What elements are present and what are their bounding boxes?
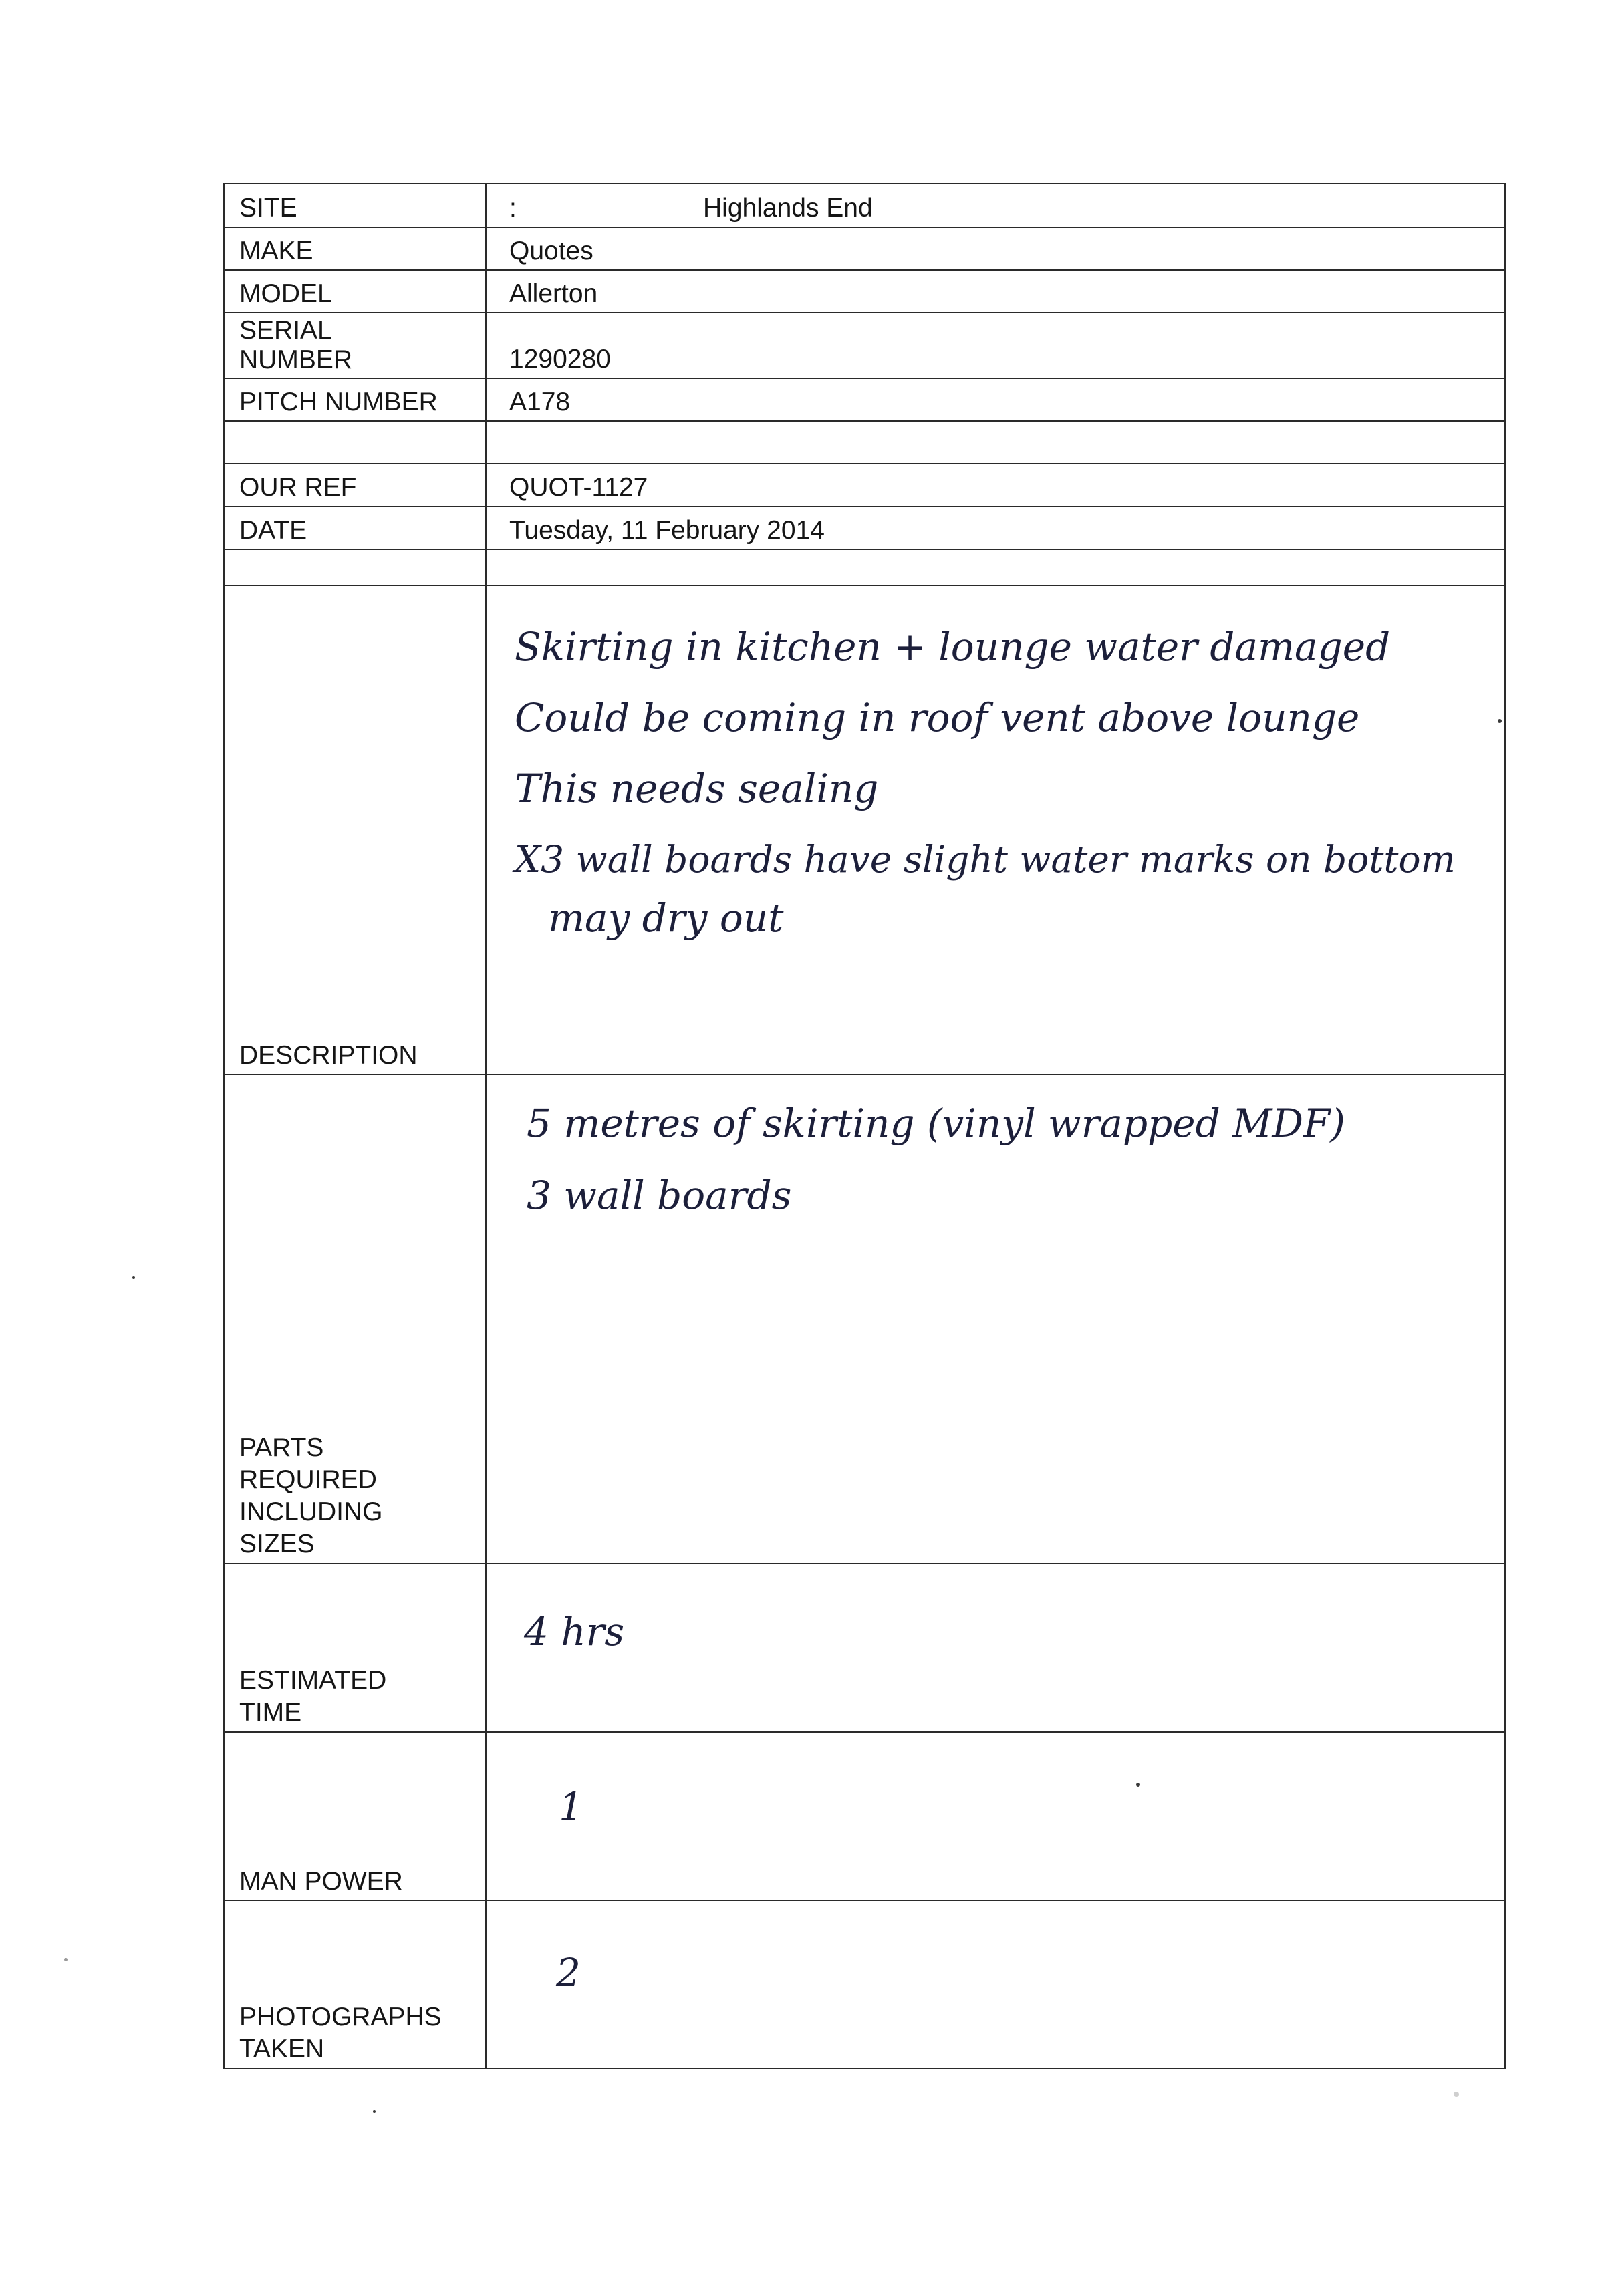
parts-handwriting <box>527 1087 1345 1232</box>
handwritten-line: 5 metres of skirting (vinyl wrapped MDF) <box>527 1101 1345 1146</box>
row-date <box>224 507 1505 549</box>
ink-speck <box>373 2110 376 2113</box>
man-power-value: 1 <box>559 1784 583 1830</box>
ink-speck <box>1498 719 1502 723</box>
site-label: SITE <box>224 184 486 227</box>
ink-speck <box>1454 2092 1459 2097</box>
row-blank-2 <box>224 549 1505 585</box>
row-ref <box>224 464 1505 507</box>
model-label: MODEL <box>224 270 486 313</box>
handwritten-line: This needs sealing <box>515 766 879 811</box>
parts-label: PARTS REQUIRED INCLUDING SIZES <box>224 1074 486 1564</box>
row-pitch <box>224 378 1505 421</box>
description-handwriting <box>515 611 1456 942</box>
manpower-label: MAN POWER <box>224 1732 486 1900</box>
ink-speck <box>64 1958 68 1961</box>
row-description <box>224 585 1505 1074</box>
ink-speck <box>132 1276 135 1279</box>
model-value: Allerton <box>486 270 1505 313</box>
description-value <box>486 585 1505 1074</box>
ref-label: OUR REF <box>224 464 486 507</box>
photos-label: PHOTOGRAPHS TAKEN <box>224 1900 486 2069</box>
quote-form-table <box>223 183 1506 2069</box>
row-site <box>224 184 1505 227</box>
time-label: ESTIMATED TIME <box>224 1564 486 1732</box>
photographs-value: 2 <box>556 1950 581 1995</box>
date-value: Tuesday, 11 February 2014 <box>486 507 1505 549</box>
pitch-label: PITCH NUMBER <box>224 378 486 421</box>
handwritten-line: X3 wall boards have slight water marks on bottom <box>515 838 1456 881</box>
row-parts <box>224 1074 1505 1564</box>
make-label: MAKE <box>224 227 486 270</box>
estimated-time-value: 4 hrs <box>524 1609 625 1655</box>
date-label: DATE <box>224 507 486 549</box>
row-serial <box>224 313 1505 378</box>
handwritten-line: Could be coming in roof vent above lounge <box>515 695 1360 740</box>
ref-value: QUOT-1127 <box>486 464 1505 507</box>
parts-value <box>486 1074 1505 1564</box>
site-value: Highlands End <box>703 194 873 223</box>
site-colon: : <box>509 194 517 223</box>
handwritten-line: 3 wall boards <box>527 1173 792 1218</box>
row-estimated-time <box>224 1564 1505 1732</box>
serial-value: 1290280 <box>486 313 1505 378</box>
handwritten-line: Skirting in kitchen + lounge water damaged <box>515 624 1391 670</box>
description-label: DESCRIPTION <box>224 585 486 1074</box>
row-photographs <box>224 1900 1505 2069</box>
make-value: Quotes <box>486 227 1505 270</box>
serial-label: SERIAL NUMBER <box>224 313 486 378</box>
row-blank-1 <box>224 421 1505 464</box>
pitch-value: A178 <box>486 378 1505 421</box>
ink-speck <box>1136 1783 1140 1787</box>
row-man-power <box>224 1732 1505 1900</box>
handwritten-line: may dry out <box>548 895 784 941</box>
row-model <box>224 270 1505 313</box>
row-make <box>224 227 1505 270</box>
